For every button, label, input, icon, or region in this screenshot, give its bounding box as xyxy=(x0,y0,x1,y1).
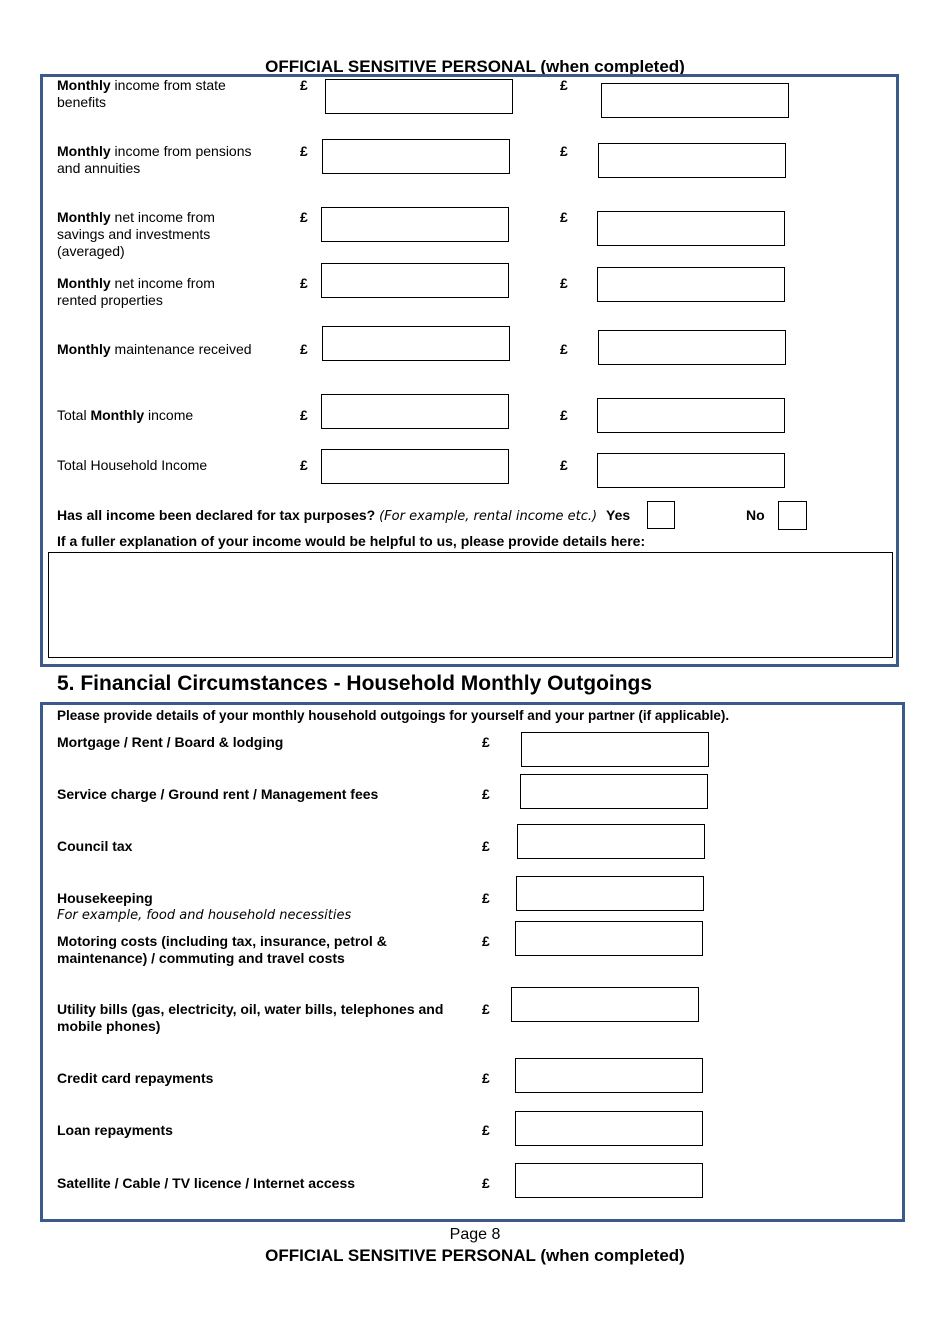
service-charge-input[interactable] xyxy=(520,774,708,809)
yes-label: Yes xyxy=(606,507,631,523)
maintenance-partner-input[interactable] xyxy=(598,330,786,365)
income-label-rented-properties: Monthly net income from rented properties xyxy=(57,275,215,308)
pound-sign: £ xyxy=(300,407,308,423)
state-benefits-partner-input[interactable] xyxy=(601,83,789,118)
outgoing-label-loan: Loan repayments xyxy=(57,1122,173,1138)
savings-partner-input[interactable] xyxy=(597,211,785,246)
utility-bills-input[interactable] xyxy=(511,987,699,1022)
pound-sign: £ xyxy=(300,457,308,473)
income-label-total-household: Total Household Income xyxy=(57,457,208,473)
pound-sign: £ xyxy=(482,1001,490,1017)
pound-sign: £ xyxy=(482,838,490,854)
rented-properties-partner-input[interactable] xyxy=(597,267,785,302)
motoring-input[interactable] xyxy=(515,921,703,956)
pound-sign: £ xyxy=(482,786,490,802)
total-monthly-applicant-input[interactable] xyxy=(321,394,509,429)
pound-sign: £ xyxy=(560,209,568,225)
no-label: No xyxy=(746,507,765,523)
income-label-total-monthly: Total Monthly income xyxy=(57,407,194,423)
income-explanation-textarea[interactable] xyxy=(48,552,893,658)
tax-declared-no-checkbox[interactable] xyxy=(778,501,807,530)
pound-sign: £ xyxy=(482,1070,490,1086)
pound-sign: £ xyxy=(300,77,308,93)
satellite-input[interactable] xyxy=(515,1163,703,1198)
pound-sign: £ xyxy=(300,209,308,225)
income-label-state-benefits: Monthly income from state benefits xyxy=(57,77,226,110)
outgoings-intro: Please provide details of your monthly household outgoings for yourself and your partner (if applicable). xyxy=(57,708,730,723)
pound-sign: £ xyxy=(482,1175,490,1191)
pound-sign: £ xyxy=(560,275,568,291)
pound-sign: £ xyxy=(560,407,568,423)
council-tax-input[interactable] xyxy=(517,824,705,859)
explanation-prompt: If a fuller explanation of your income would be helpful to us, please provide details here: xyxy=(57,533,646,549)
pound-sign: £ xyxy=(560,457,568,473)
pensions-partner-input[interactable] xyxy=(598,143,786,178)
mortgage-input[interactable] xyxy=(521,732,709,767)
total-monthly-partner-input[interactable] xyxy=(597,398,785,433)
classification-footer: OFFICIAL SENSITIVE PERSONAL (when completed) xyxy=(265,1246,685,1265)
pound-sign: £ xyxy=(560,341,568,357)
income-label-maintenance: Monthly maintenance received xyxy=(57,341,252,357)
pensions-applicant-input[interactable] xyxy=(322,139,510,174)
housekeeping-input[interactable] xyxy=(516,876,704,911)
outgoing-label-council-tax: Council tax xyxy=(57,838,133,854)
outgoing-label-satellite: Satellite / Cable / TV licence / Internet access xyxy=(57,1175,356,1191)
loan-input[interactable] xyxy=(515,1111,703,1146)
maintenance-applicant-input[interactable] xyxy=(322,326,510,361)
pound-sign: £ xyxy=(300,143,308,159)
pound-sign: £ xyxy=(300,275,308,291)
outgoing-label-motoring: Motoring costs (including tax, insurance, petrol & maintenance) / commuting and travel costs xyxy=(57,933,387,966)
section-title: 5. Financial Circumstances - Household Monthly Outgoings xyxy=(57,672,653,695)
page-number: Page 8 xyxy=(449,1226,501,1243)
outgoing-label-housekeeping: Housekeeping For example, food and household necessities xyxy=(57,890,352,923)
income-label-pensions: Monthly income from pensions and annuities xyxy=(57,143,252,176)
total-household-applicant-input[interactable] xyxy=(321,449,509,484)
rented-properties-applicant-input[interactable] xyxy=(321,263,509,298)
pound-sign: £ xyxy=(560,77,568,93)
pound-sign: £ xyxy=(482,1122,490,1138)
outgoing-label-utility-bills: Utility bills (gas, electricity, oil, water bills, telephones and mobile phones) xyxy=(57,1001,444,1034)
total-household-partner-input[interactable] xyxy=(597,453,785,488)
savings-applicant-input[interactable] xyxy=(321,207,509,242)
pound-sign: £ xyxy=(482,933,490,949)
classification-header: OFFICIAL SENSITIVE PERSONAL (when completed) xyxy=(265,57,685,76)
income-label-savings: Monthly net income from savings and investments (averaged) xyxy=(57,209,215,259)
tax-declared-question: Has all income been declared for tax purposes? (For example, rental income etc.) xyxy=(57,507,598,524)
outgoing-label-mortgage: Mortgage / Rent / Board & lodging xyxy=(57,734,284,750)
outgoing-label-service-charge: Service charge / Ground rent / Management fees xyxy=(57,786,379,802)
tax-declared-yes-checkbox[interactable] xyxy=(647,501,675,529)
pound-sign: £ xyxy=(482,734,490,750)
outgoing-label-credit-card: Credit card repayments xyxy=(57,1070,214,1086)
state-benefits-applicant-input[interactable] xyxy=(325,79,513,114)
pound-sign: £ xyxy=(300,341,308,357)
credit-card-input[interactable] xyxy=(515,1058,703,1093)
pound-sign: £ xyxy=(560,143,568,159)
pound-sign: £ xyxy=(482,890,490,906)
